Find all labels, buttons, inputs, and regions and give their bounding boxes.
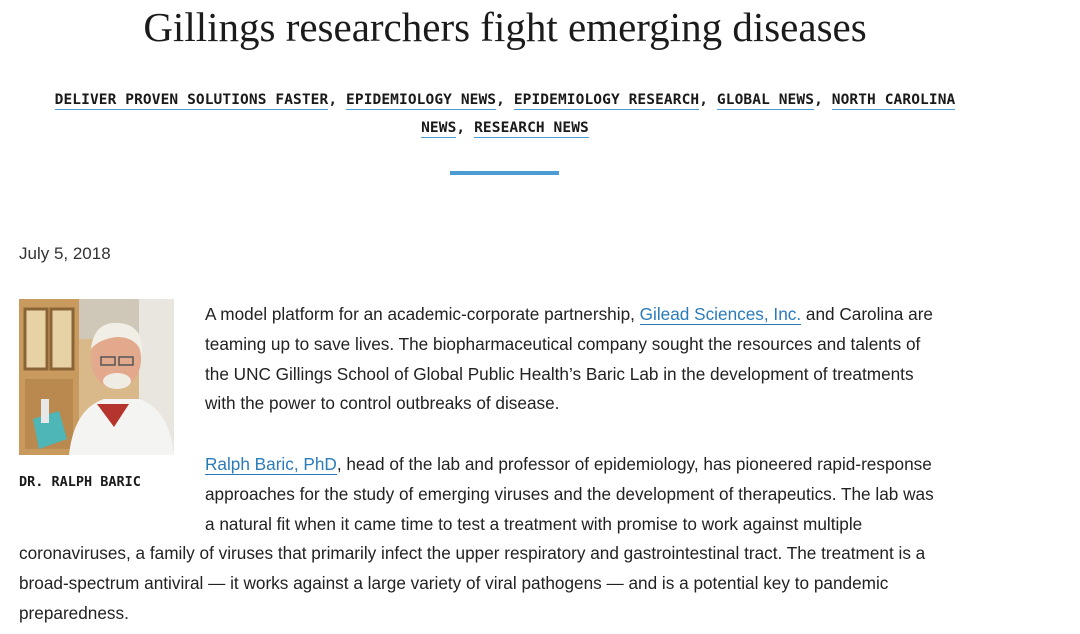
- text: broad-spectrum antiviral — it works against a large variety of viral pathogens — and is a potential key to pandemic: [19, 573, 889, 594]
- text: and Carolina are: [801, 304, 933, 324]
- category-list: DELIVER PROVEN SOLUTIONS FASTER, EPIDEMIOLOGY NEWS, EPIDEMIOLOGY RESEARCH, GLOBAL NEWS, NORTH CAROLINA NEWS, RESEARCH NEWS: [54, 92, 956, 136]
- title-divider: [450, 171, 559, 175]
- category-link[interactable]: GLOBAL NEWS: [716, 92, 815, 108]
- text: with the power to control outbreaks of disease.: [205, 393, 560, 414]
- text: teaming up to save lives. The biopharmaceutical company sought the resources and talents of: [205, 333, 921, 354]
- photo-caption: DR. RALPH BARIC: [19, 474, 141, 490]
- text: A model platform for an academic-corporate partnership,: [205, 304, 640, 324]
- text: , head of the lab and professor of epidemiology, has pioneered rapid-response: [336, 454, 932, 474]
- gilead-link[interactable]: Gilead Sciences, Inc.: [639, 304, 802, 324]
- category-link[interactable]: NORTH CAROLINA: [831, 92, 956, 108]
- paragraph-intro: [205, 300, 995, 419]
- category-link[interactable]: RESEARCH NEWS: [474, 120, 589, 136]
- ralph-baric-link[interactable]: Ralph Baric, PhD: [205, 454, 337, 474]
- text: the UNC Gillings School of Global Public Health’s Baric Lab in the development of treatments: [205, 363, 914, 384]
- publish-date: July 5, 2018: [19, 244, 111, 263]
- category-link[interactable]: EPIDEMIOLOGY NEWS: [346, 92, 497, 108]
- category-link[interactable]: NEWS: [421, 120, 457, 136]
- text: coronaviruses, a family of viruses that primarily infect the upper respiratory and gastrointestinal tract. The treatment is a: [19, 543, 926, 564]
- text: a natural fit when it came time to test a treatment with promise to work against multiple: [205, 513, 863, 534]
- text: preparedness.: [19, 602, 129, 623]
- category-link[interactable]: DELIVER PROVEN SOLUTIONS FASTER: [54, 92, 329, 108]
- article-title: Gillings researchers fight emerging diseases: [143, 4, 867, 50]
- paragraph-baric: [19, 450, 1019, 629]
- text: approaches for the study of emerging viruses and the development of therapeutics. The lab was: [205, 483, 934, 504]
- category-link[interactable]: EPIDEMIOLOGY RESEARCH: [513, 92, 700, 108]
- portrait-photo: [19, 299, 174, 455]
